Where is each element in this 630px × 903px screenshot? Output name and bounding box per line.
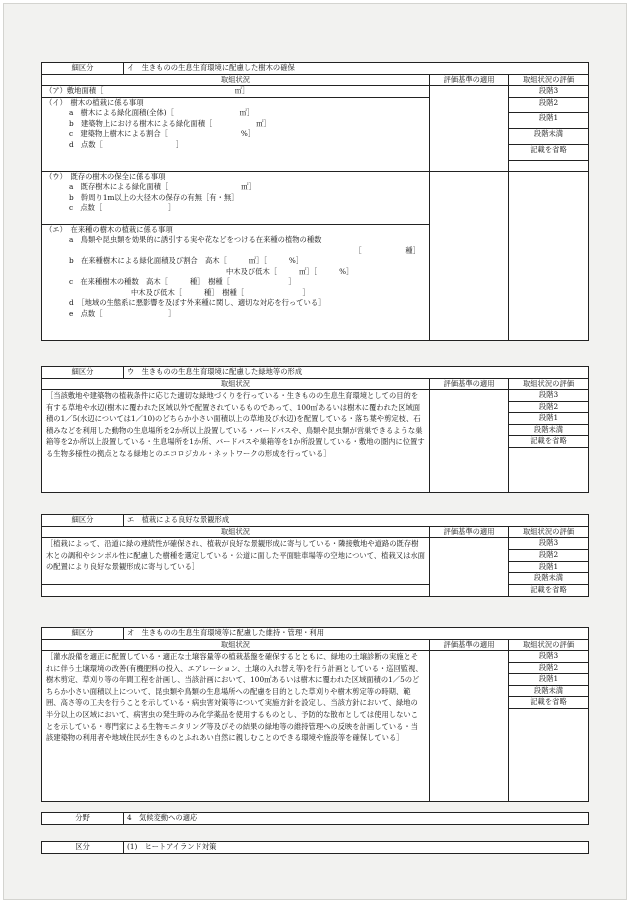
section-title: オ 生きものの生息生育環境等に配慮した維持・管理・利用 [124, 628, 589, 640]
category-label: 細区分 [42, 628, 124, 640]
eval-level-2: 段階2 [509, 662, 589, 674]
category-label: 細区分 [42, 367, 124, 379]
section-title: ウ 生きものの生息生育環境に配慮した緑地等の形成 [124, 367, 589, 379]
site-area-line: （ア）敷地面積［ ㎡］ [42, 86, 430, 98]
eval-blank [509, 160, 589, 171]
eval-level-3: 段階3 [509, 538, 589, 550]
eval-omit: 記載を省略 [509, 436, 589, 448]
kijun-cell [430, 538, 509, 597]
bunya-value: 4 気候変動への適応 [124, 813, 589, 825]
section-landscape [41, 514, 589, 597]
kijun-header: 評価基準の適用 [430, 74, 509, 86]
item-line: d ［地域の生態系に悪影響を及ぼす外来種に関し、適切な対応を行っている］ [69, 298, 326, 307]
hyoka-header: 取組状況の評価 [509, 526, 589, 538]
item-line: b 建築物上における樹木による緑化面積［ ㎡］ [69, 118, 271, 128]
eval-level-2: 段階2 [509, 97, 589, 113]
bunya-row [41, 812, 589, 825]
kijun-cell [430, 651, 509, 802]
eval-omit: 記載を省略 [509, 697, 589, 709]
eval-omit: 記載を省略 [509, 585, 589, 597]
eval-blank [509, 447, 589, 493]
item-heading: （ウ） 既存の樹木の保全に係る事項 [45, 171, 166, 181]
kijun-cell [430, 86, 509, 172]
kijun-header: 評価基準の適用 [430, 639, 509, 651]
blank-line [42, 585, 430, 597]
eval-below: 段階未満 [509, 129, 589, 145]
torikumi-header: 取組状況 [42, 526, 430, 538]
kubun-value: (1) ヒートアイランド対策 [124, 842, 589, 854]
item-line: 中木及び低木［ ㎡］［ %］ [226, 266, 354, 276]
item-line: a 既存樹木による緑化面積［ ㎡］ [69, 182, 256, 191]
section-title: エ 植栽による良好な景観形成 [124, 515, 589, 527]
kijun-header: 評価基準の適用 [430, 526, 509, 538]
existing-tree-block [42, 171, 430, 224]
item-line: 中木及び低木［ 種］ 樹種［ ］ [131, 287, 310, 297]
section-green-space [41, 366, 589, 493]
eval-blank [509, 708, 589, 802]
eval-omit: 記載を省略 [509, 144, 589, 160]
eval-level-1: 段階1 [509, 674, 589, 686]
item-line: c 在来種樹木の種数 高木［ 種］ 樹種［ ］ [69, 277, 296, 286]
planting-block [42, 97, 430, 171]
bunya-label: 分野 [42, 813, 124, 825]
torikumi-header: 取組状況 [42, 74, 430, 86]
eval-below: 段階未満 [509, 573, 589, 585]
item-line: e 点数［ ］ [69, 308, 176, 318]
green-space-text: ［当該敷地や建築物の植栽条件に応じた適切な緑地づくりを行っている・生きものの生息生育環境としての目的を有する草地や水辺(樹木に覆われた区域以外で配置されているものであって、100㎡あるいは樹木に覆われた区域面積の1／5(水辺については1／10)のどちらか小さい面積以上の草地及び水辺)を配置している・落ち葉や剪定枝、石積みなどを利用した動物の生息場所を2か所以上設置している・バードバスや、鳥類や昆虫類が営巣できるような巣箱等を2か所以上設置している・生息場所を1か所、バードバスや巣箱等を1か所設置している・敷地の圏内に位置する生物多様性の拠点となる緑地とのエコロジカル・ネットワークの形成を行っている］ [42, 390, 430, 493]
hyoka-header: 取組状況の評価 [509, 74, 589, 86]
eval-level-3: 段階3 [509, 390, 589, 402]
maintenance-text: ［灌水設備を適正に配置している・適正な土壌容量等の植栽基盤を確保するとともに、緑地の土壌診断の実施とそれに伴う土壌環境の改善(有機肥料の投入、エアレーション、土壌の入れ替え等)を行う計画としている・巡回監視、樹木剪定、草刈り等の年間工程を計画し、当該計画において、100㎡あるいは樹木に覆われた区域面積の1／5のどちらか小さい面積以上について、昆虫類や鳥類の生息場所への配慮を目的とした草刈りや樹木剪定等の時期、範囲、高さ等の工夫を行うことを示している・病虫害対策等について実施方針を設定し、当該方針において、緑地の半分以上の区域において、病害虫の発生時のみ化学薬品を使用するものとし、予防的な散布としては使用しないことを示している・専門家による生物モニタリング等及びその結果の緑地等の維持管理への反映を計画している・当該建築物の利用者や地域住民が生きものとふれあい自然に親しむことのできる環境や施設等を確保している］ [42, 651, 430, 802]
eval-below: 段階未満 [509, 685, 589, 697]
torikumi-header: 取組状況 [42, 378, 430, 390]
native-tree-block [42, 224, 430, 340]
item-line: c 点数［ ］ [69, 203, 176, 212]
eval-level-1: 段階1 [509, 113, 589, 129]
kubun-label: 区分 [42, 842, 124, 854]
item-line: a 鳥類や昆虫類を効果的に誘引する実や花などをつける在来種の植物の種数 [69, 235, 322, 244]
eval-level-2: 段階2 [509, 401, 589, 413]
kubun-row [41, 841, 589, 854]
item-line: b 幹周り1m以上の大径木の保存の有無［有・無］ [69, 192, 239, 202]
eval-level-1: 段階1 [509, 561, 589, 573]
hyoka-header: 取組状況の評価 [509, 639, 589, 651]
landscape-text: ［植栽によって、沿道に緑の連続性が確保され、植栽が良好な景観形成に寄与している・隣接敷地や道路の既存樹木との調和やシンボル性に配慮した樹種を選定している・公道に面した平面駐車場等の空地について、植栽又は水面の配置により良好な景観形成に寄与している］ [42, 538, 430, 585]
eval-level-3: 段階3 [509, 86, 589, 98]
kijun-header: 評価基準の適用 [430, 378, 509, 390]
item-line: ［ 種］ [354, 245, 420, 255]
item-line: a 樹木による緑化面積(全体)［ ㎡］ [69, 108, 255, 117]
section-tree-securing [41, 62, 589, 341]
section-title: イ 生きものの生息生育環境に配慮した樹木の確保 [124, 63, 589, 75]
eval-level-1: 段階1 [509, 413, 589, 425]
item-heading: （エ） 在来種の樹木の植栽に係る事項 [45, 224, 173, 234]
item-line: c 建築物上樹木による割合［ %］ [69, 129, 256, 138]
category-label: 細区分 [42, 63, 124, 75]
item-line: b 在来種樹木による緑化面積及び割合 高木［ ㎡］［ %］ [69, 256, 304, 265]
hyoka-cell [509, 171, 589, 340]
hyoka-header: 取組状況の評価 [509, 378, 589, 390]
section-maintenance [41, 627, 589, 802]
category-label: 細区分 [42, 515, 124, 527]
kijun-cell [430, 390, 509, 493]
kijun-cell [430, 171, 509, 340]
item-heading: （イ） 樹木の植栽に係る事項 [45, 97, 144, 107]
eval-level-3: 段階3 [509, 651, 589, 663]
eval-level-2: 段階2 [509, 549, 589, 561]
eval-below: 段階未満 [509, 424, 589, 436]
torikumi-header: 取組状況 [42, 639, 430, 651]
item-line: d 点数［ ］ [69, 139, 184, 149]
